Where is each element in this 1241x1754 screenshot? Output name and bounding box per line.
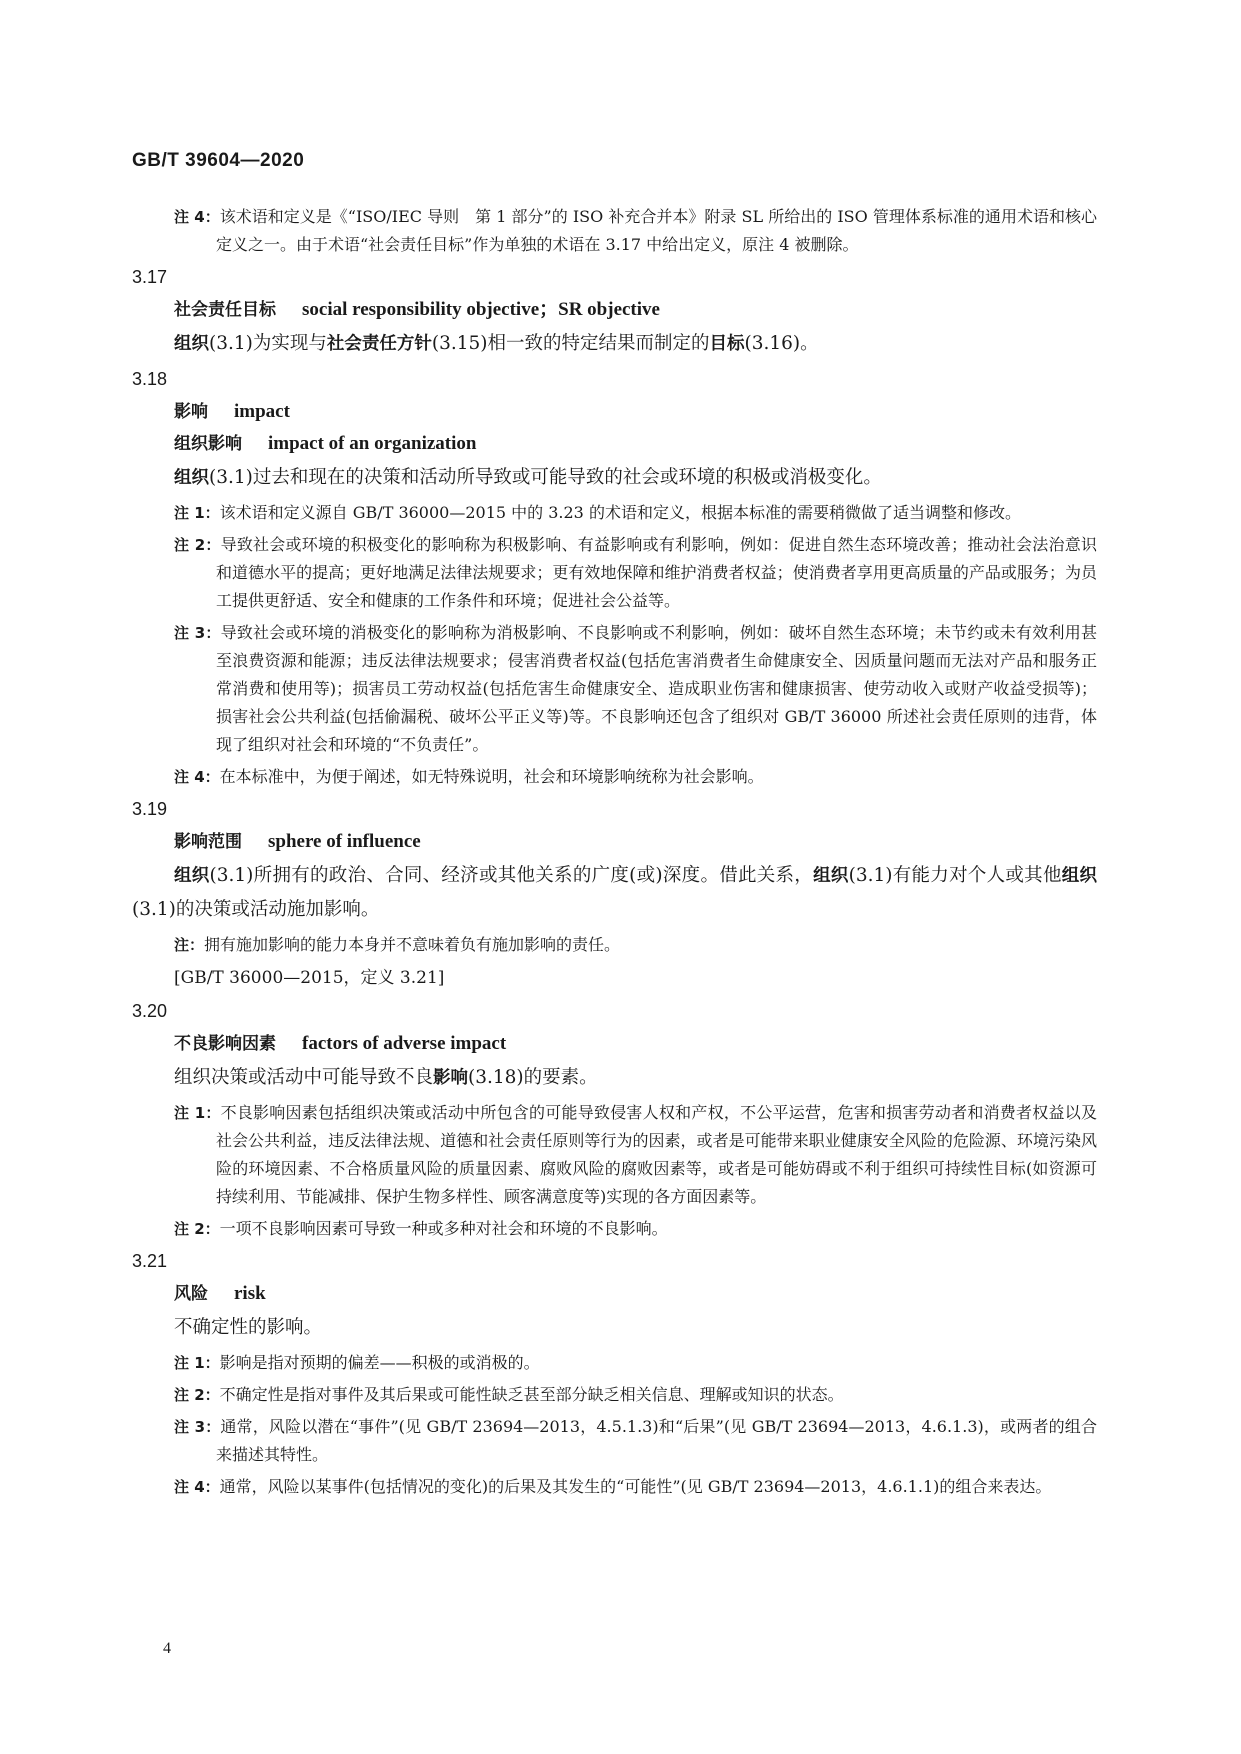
term-en: risk <box>234 1283 266 1304</box>
note-318-2 <box>132 531 1097 615</box>
term-zh: 不良影响因素 <box>174 1034 276 1054</box>
clause-number-3-20: 3.20 <box>132 1001 168 1021</box>
term-en: social responsibility objective；SR objective <box>302 299 660 320</box>
note-321-3 <box>132 1413 1097 1469</box>
term-3-21 <box>174 1279 1097 1309</box>
note-text: 导致社会或环境的积极变化的影响称为积极影响、有益影响或有利影响，例如：促进自然生态环境改善；推动社会法治意识和道德水平的提高；更好地满足法律法规要求；更有效地保障和维护消费者权益；使消费者享用更高质量的产品或服务；为员工提供更舒适、安全和健康的工作条件和环境；促进社会公益等。 <box>216 535 1097 610</box>
note-316-4 <box>132 203 1097 259</box>
note-319 <box>132 931 1097 959</box>
note-321-2 <box>132 1381 1097 1409</box>
term-3-19 <box>174 827 1097 857</box>
note-label: 注 3： <box>174 1418 221 1436</box>
term-zh: 组织影响 <box>174 434 242 454</box>
term-en: factors of adverse impact <box>302 1033 507 1054</box>
note-label: 注 2： <box>174 1386 220 1404</box>
term-3-20 <box>174 1029 1097 1059</box>
page-number: 4 <box>163 1640 171 1657</box>
term-zh: 社会责任目标 <box>174 300 276 320</box>
definition-text: (3.1)为实现与 <box>209 333 327 354</box>
note-320-2 <box>132 1215 1097 1243</box>
standard-number-header: GB/T 39604—2020 <box>132 150 305 171</box>
note-318-1 <box>132 499 1097 527</box>
term-en: impact <box>234 401 290 422</box>
definition-text: (3.15)相一致的特定结果而制定的 <box>431 333 710 354</box>
term-reference: 组织 <box>174 334 209 354</box>
definition-text: 组织决策或活动中可能导致不良 <box>174 1067 434 1088</box>
definition-3-19 <box>132 859 1097 927</box>
note-text: 不良影响因素包括组织决策或活动中所包含的可能导致侵害人权和产权，不公平运营，危害和损害劳动者和消费者权益以及社会公共利益，违反法律法规、道德和社会责任原则等行为的因素，或者是可能带来职业健康安全风险的危险源、环境污染风险的环境因素、不合格质量风险的质量因素、腐败风险的腐败因素等，或者是可能妨碍或不利于组织可持续性目标(如资源可持续利用、节能减排、保护生物多样性、顾客满意度等)实现的各方面因素等。 <box>216 1103 1097 1206</box>
note-text: 影响是指对预期的偏差——积极的或消极的。 <box>219 1353 540 1372</box>
note-318-3 <box>132 619 1097 759</box>
note-text: 在本标准中，为便于阐述，如无特殊说明，社会和环境影响统称为社会影响。 <box>219 767 764 786</box>
source-reference: [GB/T 36000—2015，定义 3.21] <box>174 968 445 988</box>
clause-number-3-18: 3.18 <box>132 369 168 389</box>
note-text: 该术语和定义是《“ISO/IEC 导则 第 1 部分”的 ISO 补充合并本》附录 SL 所给出的 ISO 管理体系标准的通用术语和核心定义之一。由于术语“社会责任目标”作为单独的术语在 3.17 中给出定义，原注 4 被删除。 <box>216 207 1097 254</box>
note-text: 不确定性是指对事件及其后果或可能性缺乏甚至部分缺乏相关信息、理解或知识的状态。 <box>219 1385 844 1404</box>
term-reference: 社会责任方针 <box>326 334 432 354</box>
note-label: 注 2： <box>174 1220 220 1238</box>
note-321-1 <box>132 1349 1097 1377</box>
definition-text: (3.1)过去和现在的决策和活动所导致或可能导致的社会或环境的积极或消极变化。 <box>209 467 882 488</box>
definition-text: (3.1)有能力对个人或其他 <box>848 865 1062 886</box>
note-label: 注 3： <box>174 624 221 642</box>
definition-3-17 <box>132 327 1097 361</box>
definition-3-21: 不确定性的影响。 <box>174 1317 323 1338</box>
term-3-17 <box>174 295 1097 325</box>
note-label: 注： <box>174 936 205 954</box>
definition-text: (3.1)所拥有的政治、合同、经济或其他关系的广度(或)深度。借此关系， <box>209 865 814 886</box>
clause-number-3-19: 3.19 <box>132 799 168 819</box>
note-320-1 <box>132 1099 1097 1211</box>
term-zh: 风险 <box>174 1284 208 1304</box>
note-321-4 <box>132 1473 1097 1501</box>
note-text: 导致社会或环境的消极变化的影响称为消极影响、不良影响或不利影响，例如：破坏自然生态环境；未节约或未有效利用甚至浪费资源和能源；违反法律法规要求；侵害消费者权益(包括危害消费者生命健康安全、因质量问题而无法对产品和服务正常消费和使用等)；损害员工劳动权益(包括危害生命健康安全、造成职业伤害和健康损害、使劳动收入或财产收益受损等)；损害社会公共利益(包括偷漏税、破坏公平正义等)等。不良影响还包含了组织对 GB/T 36000 所述社会责任原则的违背，体现了组织对社会和环境的“不负责任”。 <box>216 623 1097 754</box>
definition-3-18 <box>132 461 1097 495</box>
note-text: 一项不良影响因素可导致一种或多种对社会和环境的不良影响。 <box>219 1219 668 1238</box>
clause-number-3-21: 3.21 <box>132 1251 168 1271</box>
clause-number-3-17: 3.17 <box>132 267 168 287</box>
term-3-18-impact-of-organization <box>174 429 1097 459</box>
definition-text: (3.16)。 <box>744 333 819 354</box>
term-reference: 组织 <box>174 468 209 488</box>
note-label: 注 1： <box>174 504 220 522</box>
note-label: 注 1： <box>174 1354 220 1372</box>
term-reference: 目标 <box>709 334 745 354</box>
term-reference: 组织 <box>1061 866 1098 886</box>
note-label: 注 2： <box>174 536 221 554</box>
definition-text: (3.1)的决策或活动施加影响。 <box>132 899 380 920</box>
note-label: 注 1： <box>174 1104 221 1122</box>
term-zh: 影响 <box>174 402 208 422</box>
definition-3-20 <box>132 1061 1097 1095</box>
note-label: 注 4： <box>174 1478 220 1496</box>
note-text: 通常，风险以潜在“事件”(见 GB/T 23694—2013，4.5.1.3)和“后果”(见 GB/T 23694—2013，4.6.1.3)，或两者的组合来描述其特性。 <box>216 1417 1097 1464</box>
note-text: 该术语和定义源自 GB/T 36000—2015 中的 3.23 的术语和定义，根据本标准的需要稍微做了适当调整和修改。 <box>219 503 1021 522</box>
note-text: 通常，风险以某事件(包括情况的变化)的后果及其发生的“可能性”(见 GB/T 23694—2013，4.6.1.1)的组合来表达。 <box>219 1477 1052 1496</box>
note-318-4 <box>132 763 1097 791</box>
note-text: 拥有施加影响的能力本身并不意味着负有施加影响的责任。 <box>204 935 621 954</box>
note-label: 注 4： <box>174 208 220 226</box>
note-label: 注 4： <box>174 768 220 786</box>
page-content <box>132 203 1097 1505</box>
term-reference: 组织 <box>174 866 210 886</box>
definition-text: (3.18)的要素。 <box>468 1067 598 1088</box>
term-reference: 影响 <box>433 1068 469 1088</box>
term-en: impact of an organization <box>268 433 477 454</box>
term-reference: 组织 <box>813 866 849 886</box>
term-en: sphere of influence <box>268 831 421 852</box>
term-zh: 影响范围 <box>174 832 242 852</box>
term-3-18-impact <box>174 397 1097 427</box>
